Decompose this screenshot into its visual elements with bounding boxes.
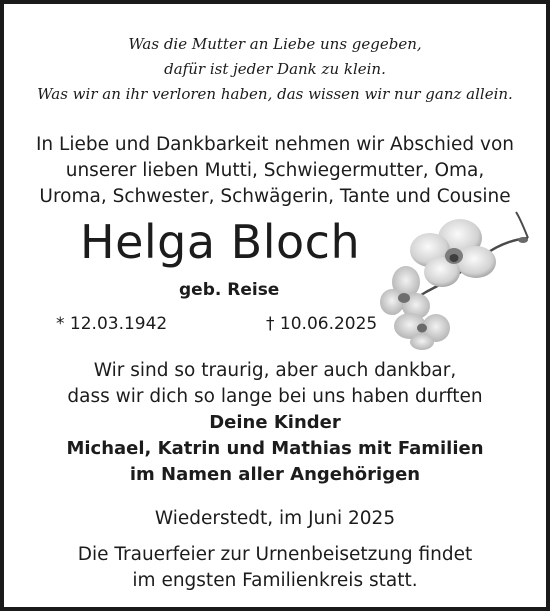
intro-text	[4, 132, 546, 210]
funeral-info	[4, 542, 546, 594]
mourners-line: im Namen aller Angehörigen	[129, 464, 421, 485]
funeral-line: Die Trauerfeier zur Urnenbeisetzung findet	[77, 544, 473, 565]
mourners-line: Michael, Katrin und Mathias mit Familien	[66, 438, 484, 459]
funeral-line: im engsten Familienkreis statt.	[132, 570, 418, 591]
orchid-image	[380, 210, 530, 350]
deceased-name: Helga Bloch	[80, 215, 361, 269]
message-line: Wir sind so traurig, aber auch dankbar,	[93, 360, 457, 381]
message-text	[4, 358, 546, 410]
mourners	[4, 410, 546, 488]
mourners-line: Deine Kinder	[209, 412, 341, 433]
intro-line: Uroma, Schwester, Schwägerin, Tante und Cousine	[39, 186, 511, 207]
place-date: Wiederstedt, im Juni 2025	[154, 508, 396, 529]
death-date: † 10.06.2025	[266, 314, 378, 334]
birth-name: geb. Reise	[179, 280, 280, 300]
message-line: dass wir dich so lange bei uns haben durften	[67, 386, 483, 407]
verse-line: Was die Mutter an Liebe uns gegeben,	[128, 35, 422, 53]
intro-line: In Liebe und Dankbarkeit nehmen wir Abschied von	[35, 134, 515, 155]
verse-line: Was wir an ihr verloren haben, das wissen wir nur ganz allein.	[37, 85, 513, 103]
memorial-verse	[4, 32, 546, 107]
intro-line: unserer lieben Mutti, Schwiegermutter, Oma,	[65, 160, 485, 181]
verse-line: dafür ist jeder Dank zu klein.	[164, 60, 386, 78]
birth-date: * 12.03.1942	[56, 314, 168, 334]
